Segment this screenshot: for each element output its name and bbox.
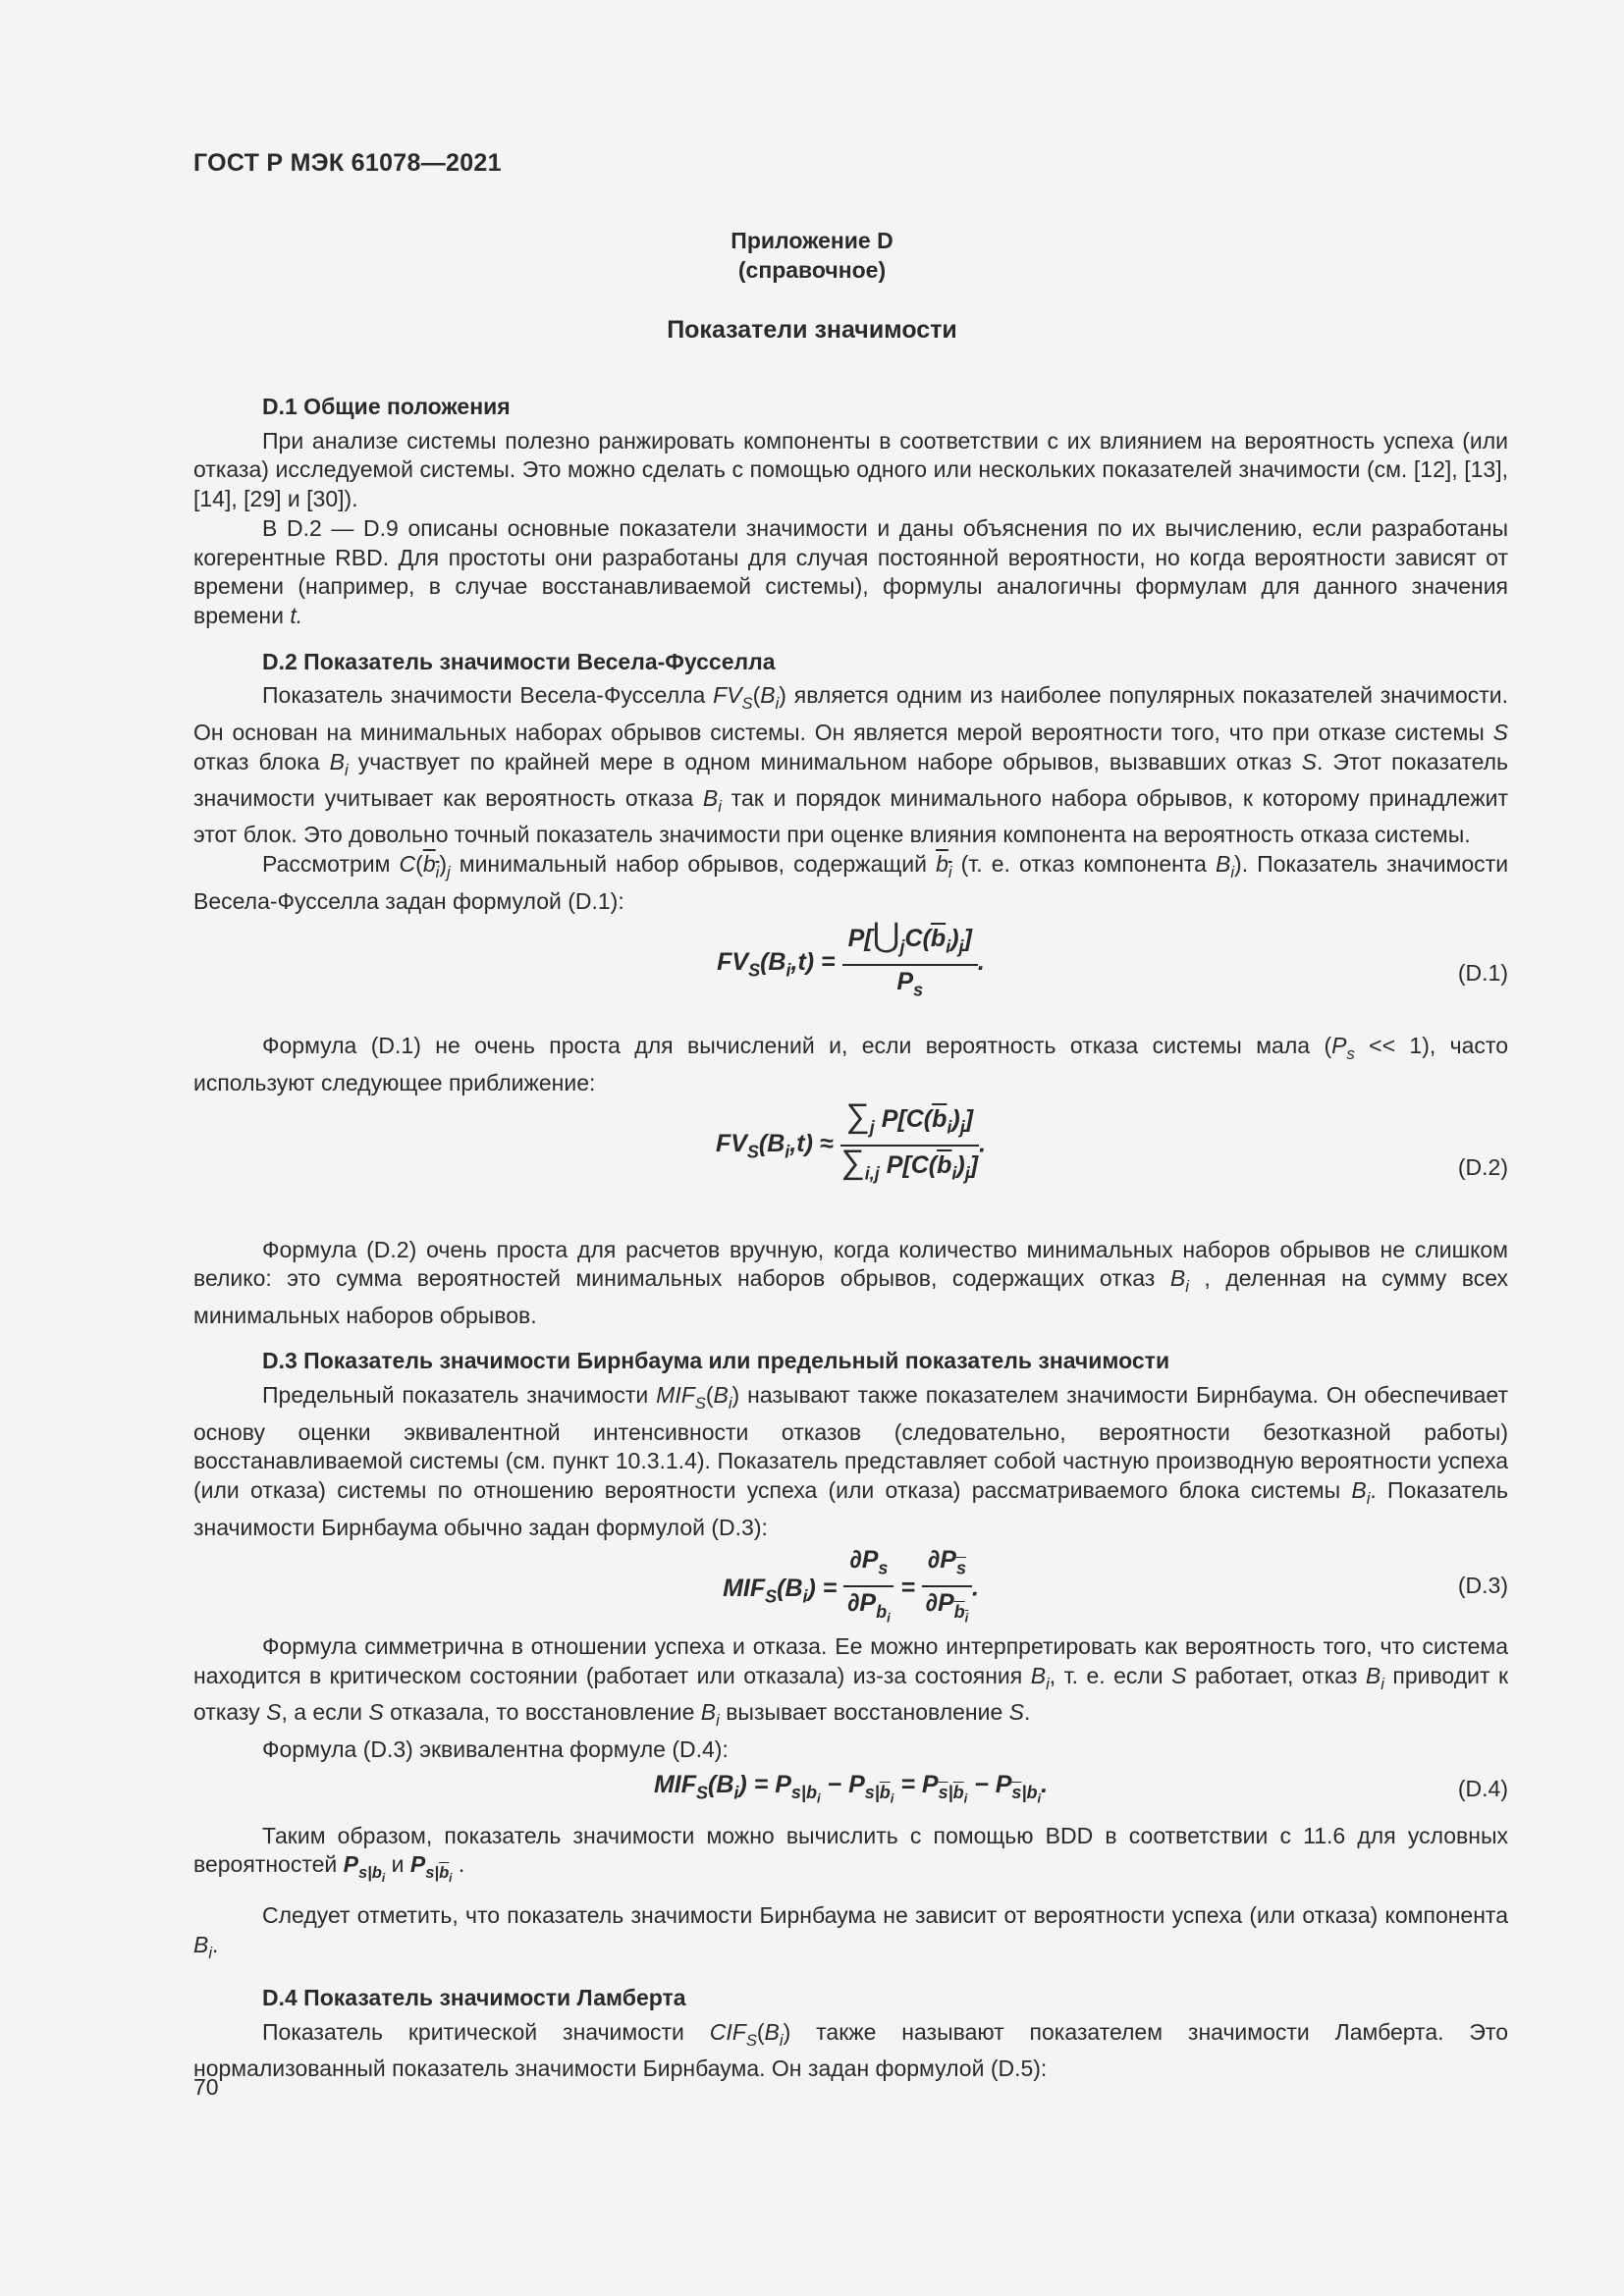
paragraph: Показатель критической значимости $CIF_S(B_i)$ также называют показателем значимости Ламберта. Это нормализованный показатель значимости Бирнбаума. Он задан формулой (D.5): (193, 2018, 1508, 2082)
section-heading-d2: D.2 Показатель значимости Весела-Фусселла (262, 648, 776, 674)
formula-d2: $FV_S(B_i,t)$ ≈ $\frac{\sum_j P[C(\overline{b}_i)_j]}{\sum_{i,j} P[C(\overline{b}_i)_j]}$ . (D.2) (715, 1096, 1508, 1183)
formula-d4: $MIF_S(B_i) = P_{s|b_i} - P_{s|\overline{b}_i} = P_{\overline{s}|\overline{b}_i} - P_{\overline{s}|b_i}$. (D.4) (653, 1770, 1508, 1806)
paragraph: Формула (D.2) очень проста для расчетов вручную, когда количество минимальных наборов обрывов не слишком велико: это сумма вероятностей минимальных наборов обрывов, содержащих отказ $B_i$ , деленная на сумму всех минимальных наборов обрывов. (193, 1236, 1509, 1328)
paragraph: Формула симметрична в отношении успеха и отказа. Ее можно интерпретировать как вероятность того, что система находится в критическом состоянии (работает или отказала) из-за состояния $B_i$, т. е. если S работает, отказ $B_i$ приводит к отказу S, а если S отказала, то восстановление $B_i$ вызывает восстановление S. (193, 1633, 1509, 1731)
formula-d3: $MIF_S(B_i)$ = $\frac{\partial P_s}{\partial P_{b_i}}$ = $\frac{\partial P_{\overline{s}}}{\partial P_{b_i}}$ . (D.3) (723, 1546, 1508, 1626)
section-heading-d1: D.1 Общие положения (262, 394, 511, 419)
appendix-subtitle: (справочное) (737, 257, 887, 283)
formula-number: (D.4) (1457, 1775, 1508, 1801)
section-heading-d4: D.4 Показатель значимости Ламберта (262, 1985, 686, 2011)
document-body (193, 393, 1508, 2084)
paragraph: Предельный показатель значимости $MIF_S(B_i)$ называют также показателем значимости Бирнбаума. Он обеспечивает основу оценки эквивалентной интенсивности отказов (следовательно, вероятности безотказной работы) восстанавливаемой системы (см. пункт 10.3.1.4). Показатель представляет собой частную производную вероятности успеха (или отказа) системы по отношению вероятности успеха (или отказа) рассматриваемого блока системы $B_i$. Показатель значимости Бирнбаума обычно задан формулой (D.3): (193, 1382, 1508, 1540)
paragraph: Формула (D.1) не очень проста для вычислений и, если вероятность отказа системы мала $(P_s << 1)$, часто используют следующее приближение: (193, 1033, 1509, 1095)
formula-number: (D.2) (1457, 1153, 1508, 1180)
section-heading-d3: D.3 Показатель значимости Бирнбаума или предельный показатель значимости (262, 1348, 1170, 1374)
document-title: Показатели значимости (667, 316, 957, 344)
paragraph: При анализе системы полезно ранжировать компоненты в соответствии с их влиянием на вероятность успеха (или отказа) исследуемой системы. Это можно сделать с помощью одного или нескольких показателей значимости (см. [12], [13], [14], [29] и [30]). (193, 427, 1508, 512)
paragraph: Рассмотрим $C(b_i)_j$ минимальный набор обрывов, содержащий $b_i$ (т. е. отказ компонента $B_i$). Показатель значимости Весела-Фусселла задан формулой (D.1): (193, 851, 1509, 914)
formula-d1: $FV_S(B_i,t)$ = $\frac{P[⋃_jC(\overline{b}_i)_j]}{P_s}$ . (D.1) (717, 917, 1508, 1000)
document-code: ГОСТ Р МЭК 61078—2021 (193, 149, 502, 177)
appendix-heading (0, 226, 1624, 285)
paragraph: Формула (D.3) эквивалентна формуле (D.4): (262, 1735, 729, 1762)
formula-number: (D.1) (1457, 960, 1508, 987)
paragraph: Таким образом, показатель значимости можно вычислить с помощью BDD в соответствии с 11.6 для условных вероятностей $P_{s|b_i}$ и $P_{s|\overline{b}_i}$ . (193, 1822, 1508, 1886)
formula-number: (D.3) (1457, 1573, 1508, 1599)
page-number: 70 (193, 2074, 219, 2100)
paragraph: Следует отметить, что показатель значимости Бирнбаума не зависит от вероятности успеха (или отказа) компонента $B_i$. (193, 1901, 1508, 1962)
paragraph: Показатель значимости Весела-Фусселла $FV_S(B_i)$ является одним из наиболее популярных показателей значимости. Он основан на минимальных наборах обрывов системы. Он является мерой вероятности того, что при отказе системы S отказ блока $B_i$ участвует по крайней мере в одном минимальном наборе обрывов, вызвавших отказ S. Этот показатель значимости учитывает как вероятность отказа $B_i$ так и порядок минимального набора обрывов, к которому принадлежит этот блок. Это довольно точный показатель значимости при оценке влияния компонента на вероятность отказа системы. (193, 682, 1509, 848)
paragraph: В D.2 — D.9 описаны основные показатели значимости и даны объяснения по их вычислению, если разработаны когерентные RBD. Для простоты они разработаны для случая постоянной вероятности, но когда вероятности зависят от времени (например, в случае восстанавливаемой системы), формулы аналогичны формулам для данного значения времени t. (193, 514, 1508, 628)
appendix-title: Приложение D (731, 228, 893, 253)
